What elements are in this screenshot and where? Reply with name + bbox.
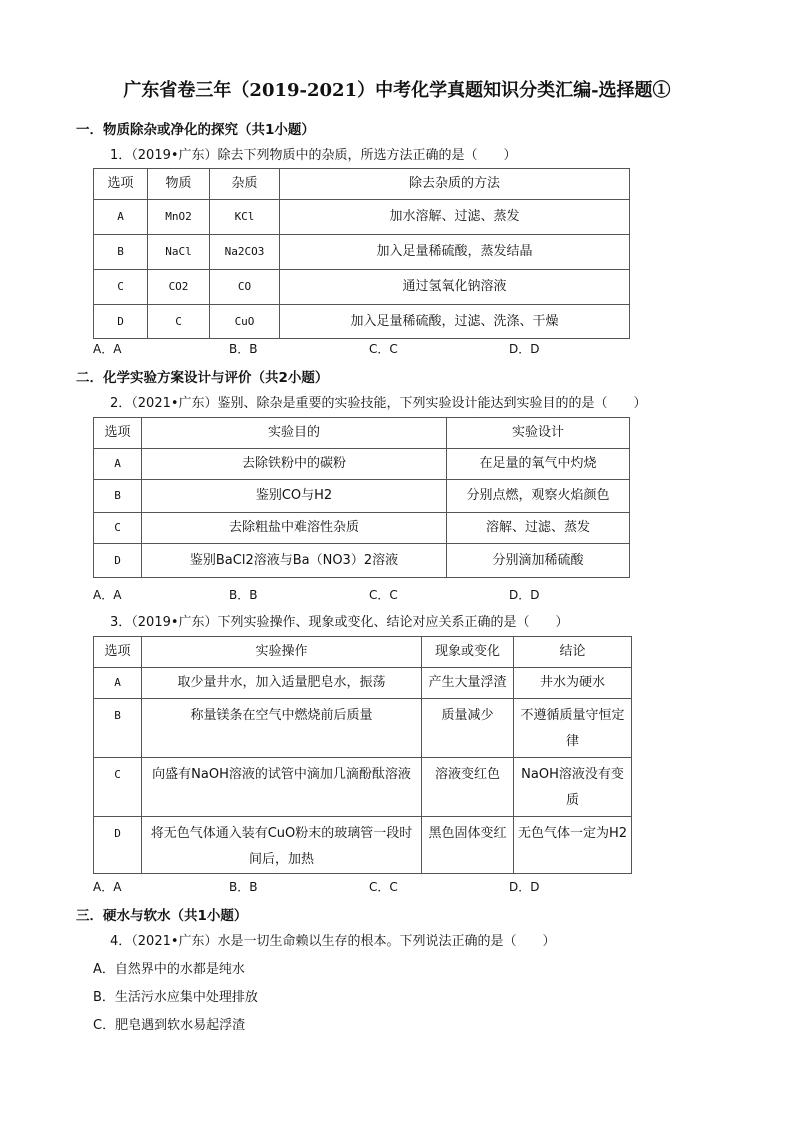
question-4-stem: 4．（2021•广东）水是一切生命赖以生存的根本。下列说法正确的是（ ） [110, 934, 556, 949]
table-row [94, 200, 630, 235]
question-3-stem: 3．（2019•广东）下列实验操作、现象或变化、结论对应关系正确的是（ ） [110, 615, 569, 630]
table-row [94, 699, 632, 758]
table-header-cell: 实验操作 [142, 637, 422, 668]
table-cell: CuO [210, 305, 280, 339]
table-row [94, 449, 630, 480]
table-cell: B [94, 699, 142, 758]
table-cell: NaCl [148, 235, 210, 270]
table-cell: 质量减少 [422, 699, 514, 758]
table-cell: MnO2 [148, 200, 210, 235]
table-cell: A [94, 200, 148, 235]
answer-option: B．B [229, 880, 258, 894]
table-cell: 产生大量浮渣 [422, 668, 514, 699]
table-cell: 分别点燃，观察火焰颜色 [447, 480, 630, 513]
table-cell: 加入足量稀硫酸，过滤、洗涤、干燥 [280, 305, 630, 339]
table-cell: B [94, 235, 148, 270]
table-row [94, 480, 630, 513]
table-cell: CO2 [148, 270, 210, 305]
page-title: 广东省卷三年（2019-2021）中考化学真题知识分类汇编-选择题① [123, 80, 671, 101]
question-4-option-c: C．肥皂遇到软水易起浮渣 [93, 1018, 246, 1033]
table-row [94, 305, 630, 339]
table-cell: D [94, 544, 142, 578]
answer-option: C．C [369, 880, 398, 894]
answer-option: B．B [229, 342, 258, 356]
table-row [94, 544, 630, 578]
answer-option: D．D [509, 588, 540, 602]
table-cell: 加入足量稀硫酸，蒸发结晶 [280, 235, 630, 270]
table-cell: Na2CO3 [210, 235, 280, 270]
answer-option: A．A [93, 880, 122, 894]
table-cell: 黑色固体变红 [422, 817, 514, 874]
question-4-option-b: B．生活污水应集中处理排放 [93, 990, 258, 1005]
answer-option: A．A [93, 342, 122, 356]
table-cell: 不遵循质量守恒定律 [514, 699, 632, 758]
table-cell: 溶液变红色 [422, 758, 514, 817]
table-cell: 通过氢氧化钠溶液 [280, 270, 630, 305]
table-cell: 无色气体一定为H2 [514, 817, 632, 874]
table-cell: 鉴别BaCl2溶液与Ba（NO3）2溶液 [142, 544, 447, 578]
table-header-cell: 现象或变化 [422, 637, 514, 668]
table-cell: C [94, 758, 142, 817]
table-header-cell: 实验设计 [447, 418, 630, 449]
table-header-cell: 物质 [148, 169, 210, 200]
table-cell: D [94, 817, 142, 874]
question-2-stem: 2．（2021•广东）鉴别、除杂是重要的实验技能，下列实验设计能达到实验目的的是（ ） [110, 396, 647, 411]
answer-option: D．D [509, 342, 540, 356]
table-header-row [94, 418, 630, 449]
table-row [94, 817, 632, 874]
table-cell: 称量镁条在空气中燃烧前后质量 [142, 699, 422, 758]
table-cell: 分别滴加稀硫酸 [447, 544, 630, 578]
table-cell: 向盛有NaOH溶液的试管中滴加几滴酚酞溶液 [142, 758, 422, 817]
table-cell: A [94, 449, 142, 480]
table-header-row [94, 169, 630, 200]
table-header-cell: 选项 [94, 169, 148, 200]
section-heading-2: 二．化学实验方案设计与评价（共2小题） [76, 370, 329, 386]
question-4-option-a: A．自然界中的水都是纯水 [93, 962, 245, 977]
table-cell: A [94, 668, 142, 699]
table-cell: C [94, 513, 142, 544]
question-2-table [93, 417, 630, 578]
answer-option: C．C [369, 588, 398, 602]
table-header-cell: 结论 [514, 637, 632, 668]
table-cell: 将无色气体通入装有CuO粉末的玻璃管一段时间后，加热 [142, 817, 422, 874]
table-cell: B [94, 480, 142, 513]
table-cell: 去除粗盐中难溶性杂质 [142, 513, 447, 544]
table-cell: 溶解、过滤、蒸发 [447, 513, 630, 544]
table-cell: KCl [210, 200, 280, 235]
question-1-table [93, 168, 630, 339]
table-header-cell: 选项 [94, 418, 142, 449]
table-cell: 去除铁粉中的碳粉 [142, 449, 447, 480]
table-row [94, 513, 630, 544]
table-row [94, 235, 630, 270]
table-cell: 加水溶解、过滤、蒸发 [280, 200, 630, 235]
table-header-cell: 除去杂质的方法 [280, 169, 630, 200]
answer-option: B．B [229, 588, 258, 602]
answer-option: A．A [93, 588, 122, 602]
table-cell: 鉴别CO与H2 [142, 480, 447, 513]
table-row [94, 668, 632, 699]
table-cell: C [94, 270, 148, 305]
section-heading-3: 三．硬水与软水（共1小题） [76, 908, 248, 924]
table-cell: C [148, 305, 210, 339]
table-cell: NaOH溶液没有变质 [514, 758, 632, 817]
table-row [94, 270, 630, 305]
table-cell: 井水为硬水 [514, 668, 632, 699]
question-3-table [93, 636, 632, 874]
table-header-cell: 选项 [94, 637, 142, 668]
table-row [94, 758, 632, 817]
table-cell: CO [210, 270, 280, 305]
table-cell: 取少量井水，加入适量肥皂水，振荡 [142, 668, 422, 699]
section-heading-1: 一．物质除杂或净化的探究（共1小题） [76, 122, 315, 138]
table-header-cell: 杂质 [210, 169, 280, 200]
answer-option: C．C [369, 342, 398, 356]
table-cell: D [94, 305, 148, 339]
table-header-row [94, 637, 632, 668]
table-cell: 在足量的氧气中灼烧 [447, 449, 630, 480]
table-header-cell: 实验目的 [142, 418, 447, 449]
answer-option: D．D [509, 880, 540, 894]
question-1-stem: 1．（2019•广东）除去下列物质中的杂质，所选方法正确的是（ ） [110, 148, 517, 163]
